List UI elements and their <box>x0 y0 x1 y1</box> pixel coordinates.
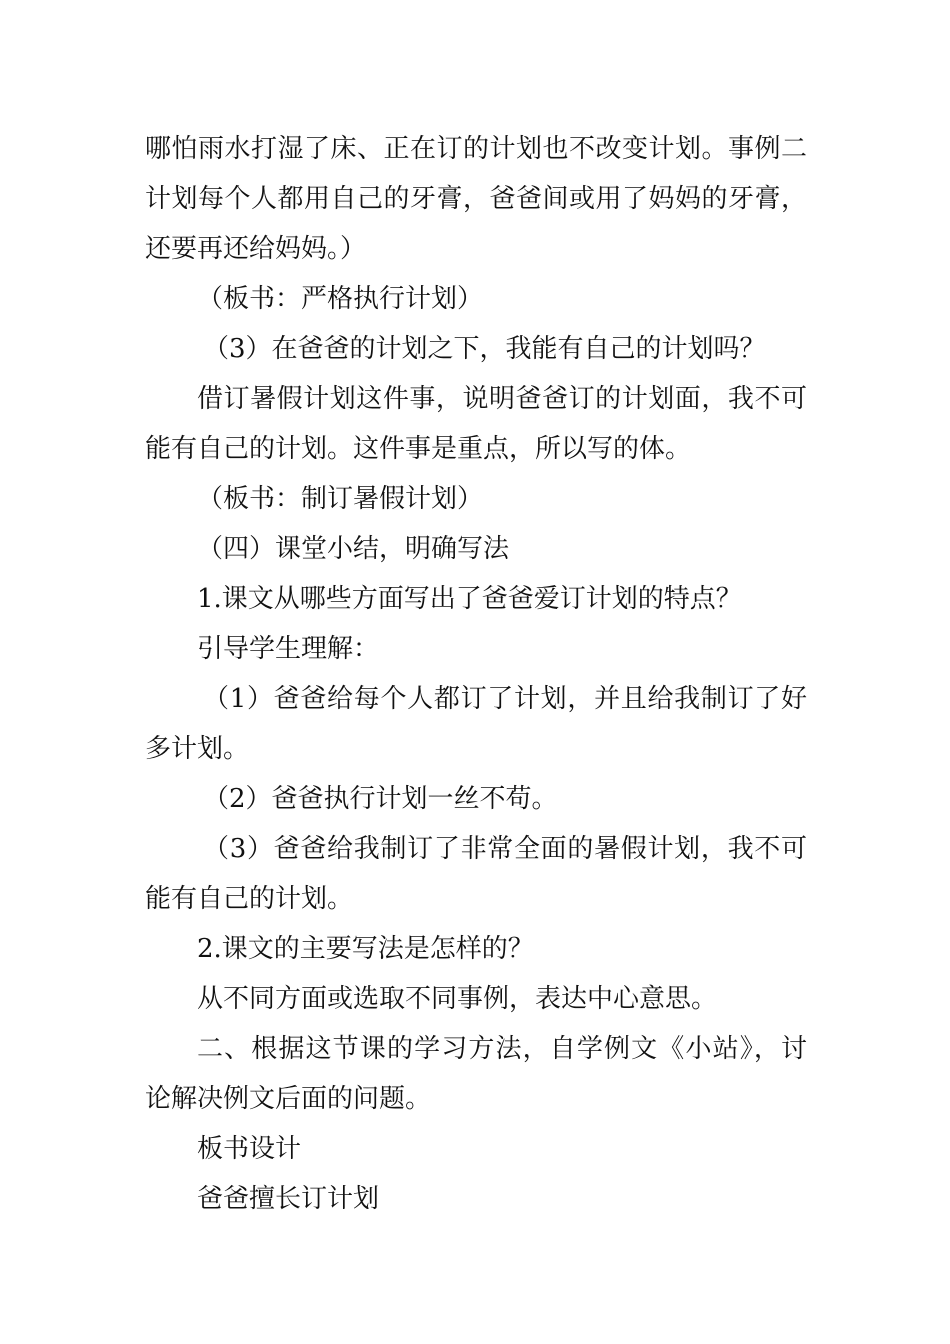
board-design-title: 爸爸擅长订计划 <box>197 1184 380 1214</box>
question-own-plan: （3）在爸爸的计划之下，我能有自己的计划吗？ <box>203 334 766 364</box>
board-note-execute-plan: （板书：严格执行计划） <box>197 284 484 314</box>
question-one: 1.课文从哪些方面写出了爸爸爱订计划的特点？ <box>197 584 742 614</box>
guide-students-label: 引导学生理解： <box>197 634 380 664</box>
question-two: 2.课文的主要写法是怎样的？ <box>197 934 534 964</box>
document-body <box>145 124 807 1224</box>
section-heading-summary: （四）课堂小结，明确写法 <box>197 534 510 564</box>
section-two-self-study: 二、根据这节课的学习方法，自学例文《小站》，讨论解决例文后面的问题。 <box>145 1034 807 1114</box>
answer-writing-method: 从不同方面或选取不同事例，表达中心意思。 <box>197 984 718 1014</box>
board-note-summer-plan: （板书：制订暑假计划） <box>197 484 484 514</box>
paragraph-summer-plan: 借订暑假计划这件事，说明爸爸订的计划面，我不可能有自己的计划。这件事是重点，所以写的体。 <box>145 384 807 464</box>
board-design-heading: 板书设计 <box>197 1134 302 1164</box>
answer-point-two: （2）爸爸执行计划一丝不苟。 <box>203 784 558 814</box>
answer-point-three: （3）爸爸给我制订了非常全面的暑假计划，我不可能有自己的计划。 <box>145 834 807 914</box>
paragraph-continuation: 哪怕雨水打湿了床、正在订的计划也不改变计划。事例二计划每个人都用自己的牙膏，爸爸间或用了妈妈的牙膏，还要再还给妈妈。） <box>145 134 807 264</box>
answer-point-one: （1）爸爸给每个人都订了计划，并且给我制订了好多计划。 <box>145 684 807 764</box>
